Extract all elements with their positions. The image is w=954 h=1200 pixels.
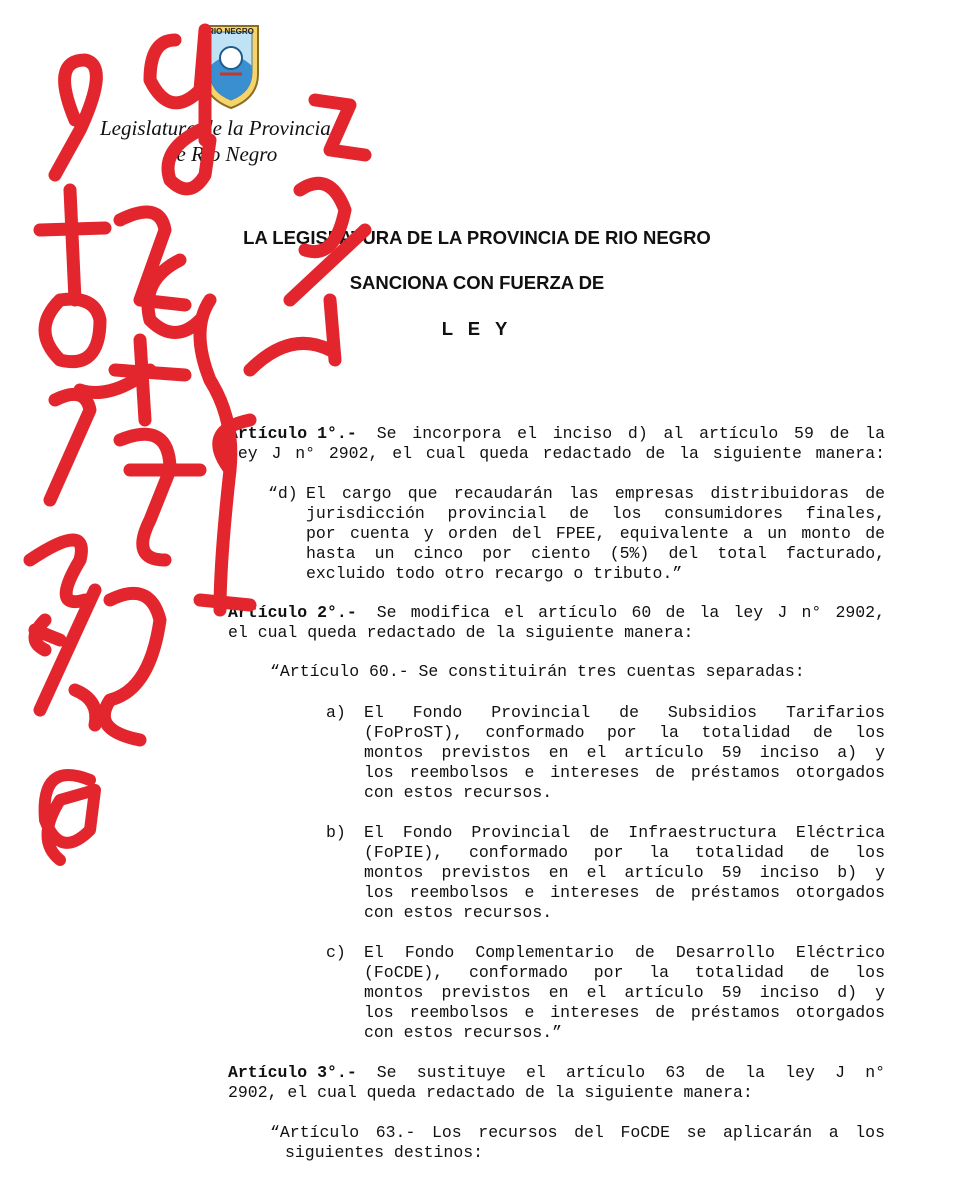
list-item-line: El Fondo Provincial de Subsidios Tarifarios [364, 703, 885, 722]
quote-line: jurisdicción provincial de los consumidores finales, [306, 504, 885, 523]
articulo-63-quote [270, 1123, 885, 1163]
articulo-1-line-2: ley J n° 2902, el cual queda redactado de la siguiente manera: [228, 444, 885, 463]
quote-line: por cuenta y orden del FPEE, equivalente a un monto de [306, 524, 885, 543]
list-item-line: El Fondo Complementario de Desarrollo Eléctrico [364, 943, 885, 962]
list-item-letter: c) [326, 943, 346, 962]
heading-legislatura: LA LEGISLATURA DE LA PROVINCIA DE RIO NEGRO [243, 227, 711, 248]
heading-sanciona: SANCIONA CON FUERZA DE [349, 272, 605, 293]
list-item-line: con estos recursos. [364, 783, 553, 802]
list-item-line: los reembolsos e intereses de préstamos otorgados [364, 1003, 885, 1022]
quote-line: hasta un cinco por ciento (5%) del total facturado, [306, 544, 885, 563]
list-item-line: los reembolsos e intereses de préstamos otorgados [364, 883, 885, 902]
articulo-3-line-2: 2902, el cual queda redactado de la siguiente manera: [228, 1083, 753, 1102]
heading-ley: L E Y [441, 318, 513, 339]
list-item-line: con estos recursos. [364, 903, 553, 922]
articulo-1-line-1: Se incorpora el inciso d) al artículo 59 de la [376, 424, 885, 443]
articulo-1 [228, 424, 885, 464]
list-item-line: El Fondo Provincial de Infraestructura Eléctrica [364, 823, 885, 842]
articulo-3-line-1: Se sustituye el artículo 63 de la ley J n° [376, 1063, 885, 1082]
articulo-1-label: Artículo 1°.- [228, 424, 357, 443]
list-item-line: montos previstos en el artículo 59 inciso b) y [364, 863, 885, 882]
svg-text:RIO NEGRO: RIO NEGRO [208, 27, 254, 36]
quote-line: siguientes destinos: [285, 1143, 484, 1162]
list-item-line: montos previstos en el artículo 59 inciso d) y [364, 983, 885, 1002]
articulo-3 [228, 1063, 885, 1103]
quote-line: excluido todo otro recargo o tributo.” [306, 564, 683, 583]
articulo-2-line-2: el cual queda redactado de la siguiente manera: [228, 623, 694, 642]
list-item-line: con estos recursos.” [364, 1023, 563, 1042]
list-item-letter: b) [326, 823, 346, 842]
quote-line: “Artículo 63.- Los recursos del FoCDE se aplicarán a los [270, 1123, 885, 1142]
list-item-line: (FoCDE), conformado por la totalidad de los [364, 963, 885, 982]
provincial-seal-logo [198, 22, 264, 112]
articulo-2-label: Artículo 2°.- [228, 603, 357, 622]
articulo-2 [228, 603, 885, 643]
articulo-3-label: Artículo 3°.- [228, 1063, 357, 1082]
list-item-line: los reembolsos e intereses de préstamos otorgados [364, 763, 885, 782]
articulo-60-intro: “Artículo 60.- Se constituirán tres cuentas separadas: [270, 662, 805, 681]
quote-marker-d: “d) [268, 484, 298, 503]
articulo-2-line-1: Se modifica el artículo 60 de la ley J n° 2902, [376, 603, 885, 622]
letterhead-line-2: de Rio Negro [166, 142, 278, 166]
quote-line: El cargo que recaudarán las empresas distribuidoras de [306, 484, 885, 503]
letterhead-line-1: Legislatura de la Provincia [100, 116, 331, 140]
list-item-line: (FoProST), conformado por la totalidad de los [364, 723, 885, 742]
list-item-letter: a) [326, 703, 346, 722]
list-item-line: montos previstos en el artículo 59 inciso a) y [364, 743, 885, 762]
list-item-line: (FoPIE), conformado por la totalidad de los [364, 843, 885, 862]
